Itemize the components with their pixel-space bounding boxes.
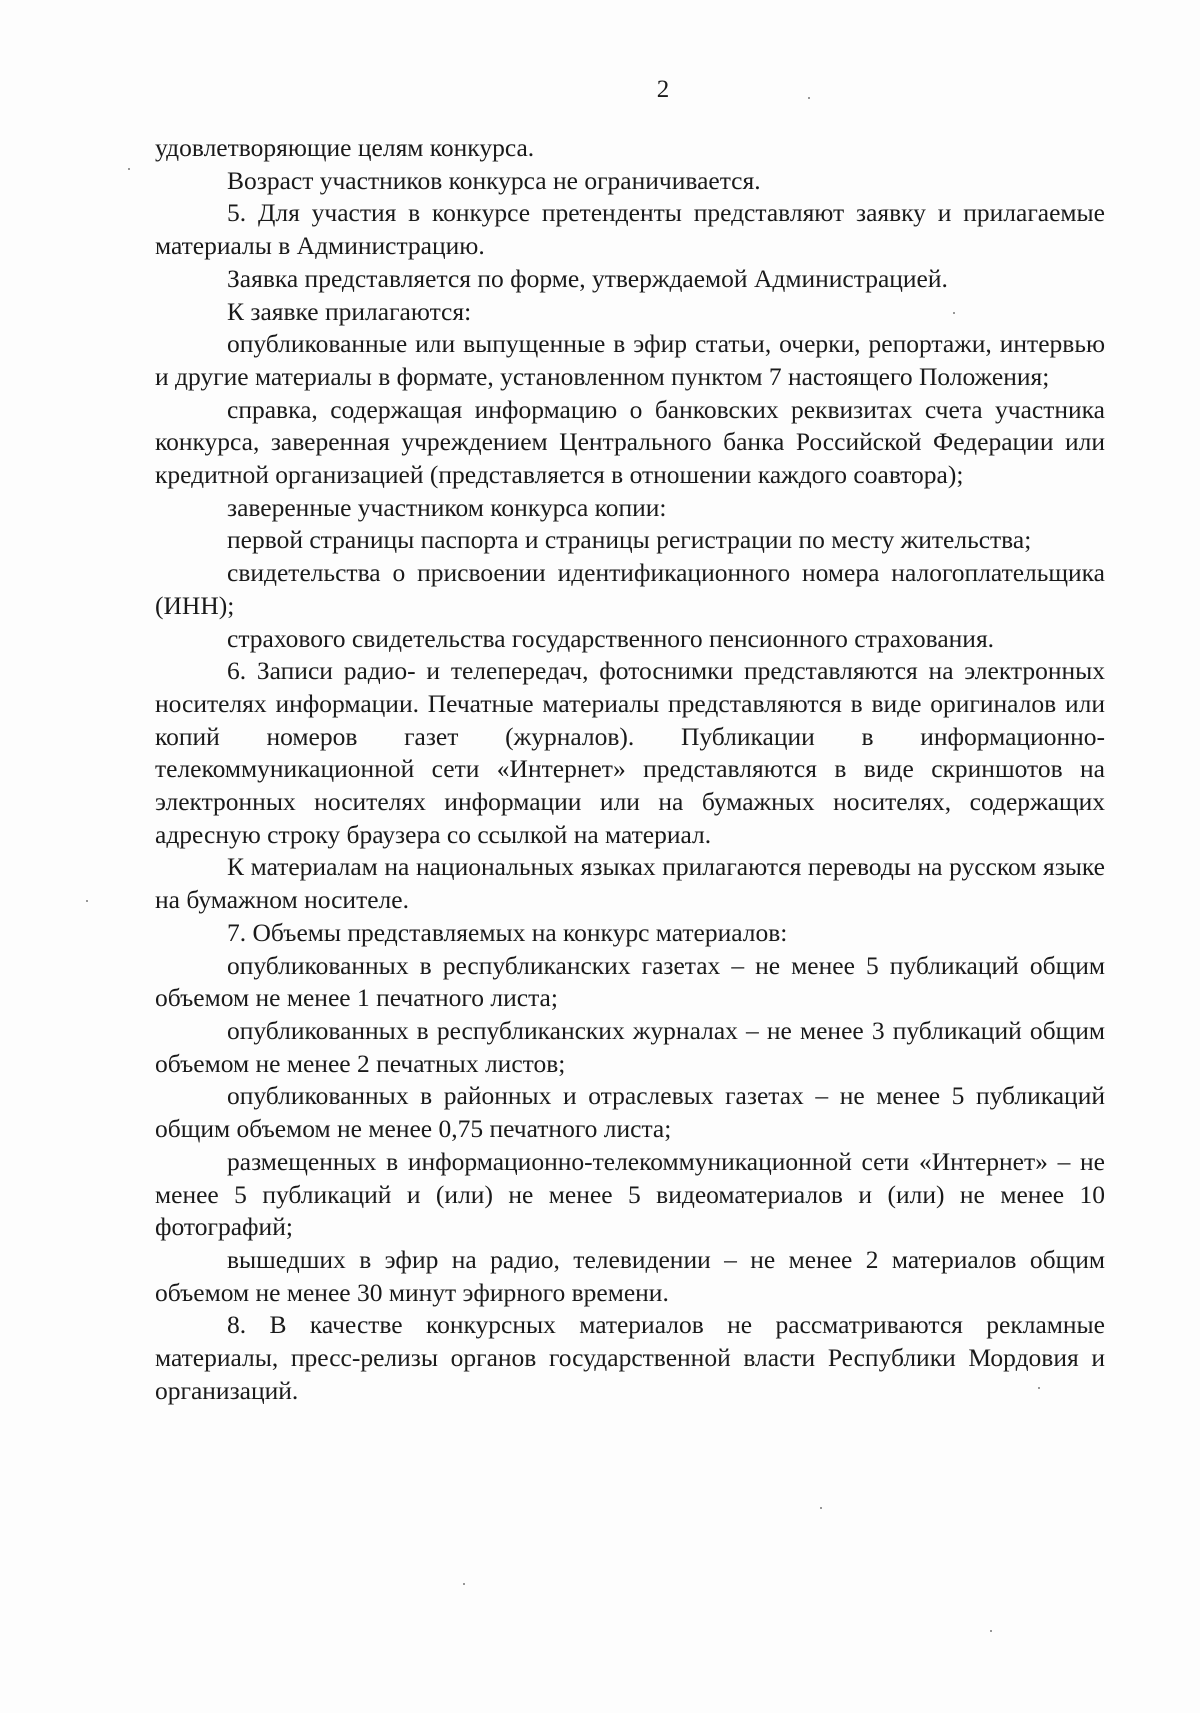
paragraph-broadcast: вышедших в эфир на радио, телевидении – не менее 2 материалов общим объемом не менее 30 минут эфирного времени. <box>155 1244 1105 1307</box>
paragraph-application-form: Заявка представляется по форме, утверждаемой Администрацией. <box>227 263 948 293</box>
page-number: 2 <box>656 76 670 103</box>
paragraph-republic-newspapers: опубликованных в республиканских газетах – не менее 5 публикаций общим объемом не менее 1 печатного листа; <box>155 950 1105 1013</box>
paragraph-passport: первой страницы паспорта и страницы регистрации по месту жительства; <box>227 525 1032 555</box>
paragraph-published-materials: опубликованные или выпущенные в эфир статьи, очерки, репортажи, интервью и другие материалы в формате, установленном пунктом 7 настоящего Положения; <box>155 329 1105 391</box>
scan-speck <box>990 1630 992 1632</box>
paragraph-item-8: 8. В качестве конкурсных материалов не рассматриваются рекламные материалы, пресс-релизы органов государственной власти Республики Мордовия и организаций. <box>155 1310 1105 1405</box>
paragraph-district-newspapers: опубликованных в районных и отраслевых газетах – не менее 5 публикаций общим объемом не менее 0,75 печатного листа; <box>155 1081 1105 1144</box>
paragraph-certified-copies: заверенные участником конкурса копии: <box>227 492 667 522</box>
scan-speck <box>86 900 88 902</box>
paragraph-inn: свидетельства о присвоении идентификационного номера налогоплательщика (ИНН); <box>155 558 1105 620</box>
scan-speck <box>953 312 955 314</box>
scan-speck <box>463 1583 465 1585</box>
paragraph-internet: размещенных в информационно-телекоммуникационной сети «Интернет» – не менее 5 публикаций и (или) не менее 5 видеоматериалов и (или) не менее 10 фотографий; <box>155 1146 1105 1242</box>
paragraph-attachments-intro: К заявке прилагаются: <box>227 296 472 326</box>
scan-speck <box>820 1507 822 1509</box>
paragraph-age: Возраст участников конкурса не ограничивается. <box>227 165 761 195</box>
scan-speck <box>1038 1387 1040 1389</box>
scan-speck <box>128 168 130 170</box>
paragraph-bank-certificate: справка, содержащая информацию о банковских реквизитах счета участника конкурса, заверенная учреждением Центрального банка Российской Федерации или кредитной организацией (представляется в отношении каждого соавтора); <box>155 394 1105 490</box>
paragraph-goals: удовлетворяющие целям конкурса. <box>155 133 535 162</box>
paragraph-pension-insurance: страхового свидетельства государственного пенсионного страхования. <box>227 623 995 653</box>
document-body <box>155 132 1105 1407</box>
paragraph-item-6: 6. Записи радио- и телепередач, фотоснимки представляются на электронных носителях информации. Печатные материалы представляются в виде оригиналов или копий номеров газет (журналов). Публикации в информационно-телекоммуникационной сети «Интернет» представляются в виде скриншотов на электронных носителях информации или на бумажных носителях, содержащих адресную строку браузера со ссылкой на материал. <box>155 656 1105 849</box>
paragraph-translations: К материалам на национальных языках прилагаются переводы на русском языке на бумажном носителе. <box>155 852 1105 915</box>
scan-speck <box>808 97 810 99</box>
paragraph-republic-journals: опубликованных в республиканских журналах – не менее 3 публикаций общим объемом не менее 2 печатных листов; <box>155 1015 1105 1078</box>
paragraph-item-5: 5. Для участия в конкурсе претенденты представляют заявку и прилагаемые материалы в Администрацию. <box>155 198 1105 261</box>
paragraph-item-7: 7. Объемы представляемых на конкурс материалов: <box>227 917 788 947</box>
